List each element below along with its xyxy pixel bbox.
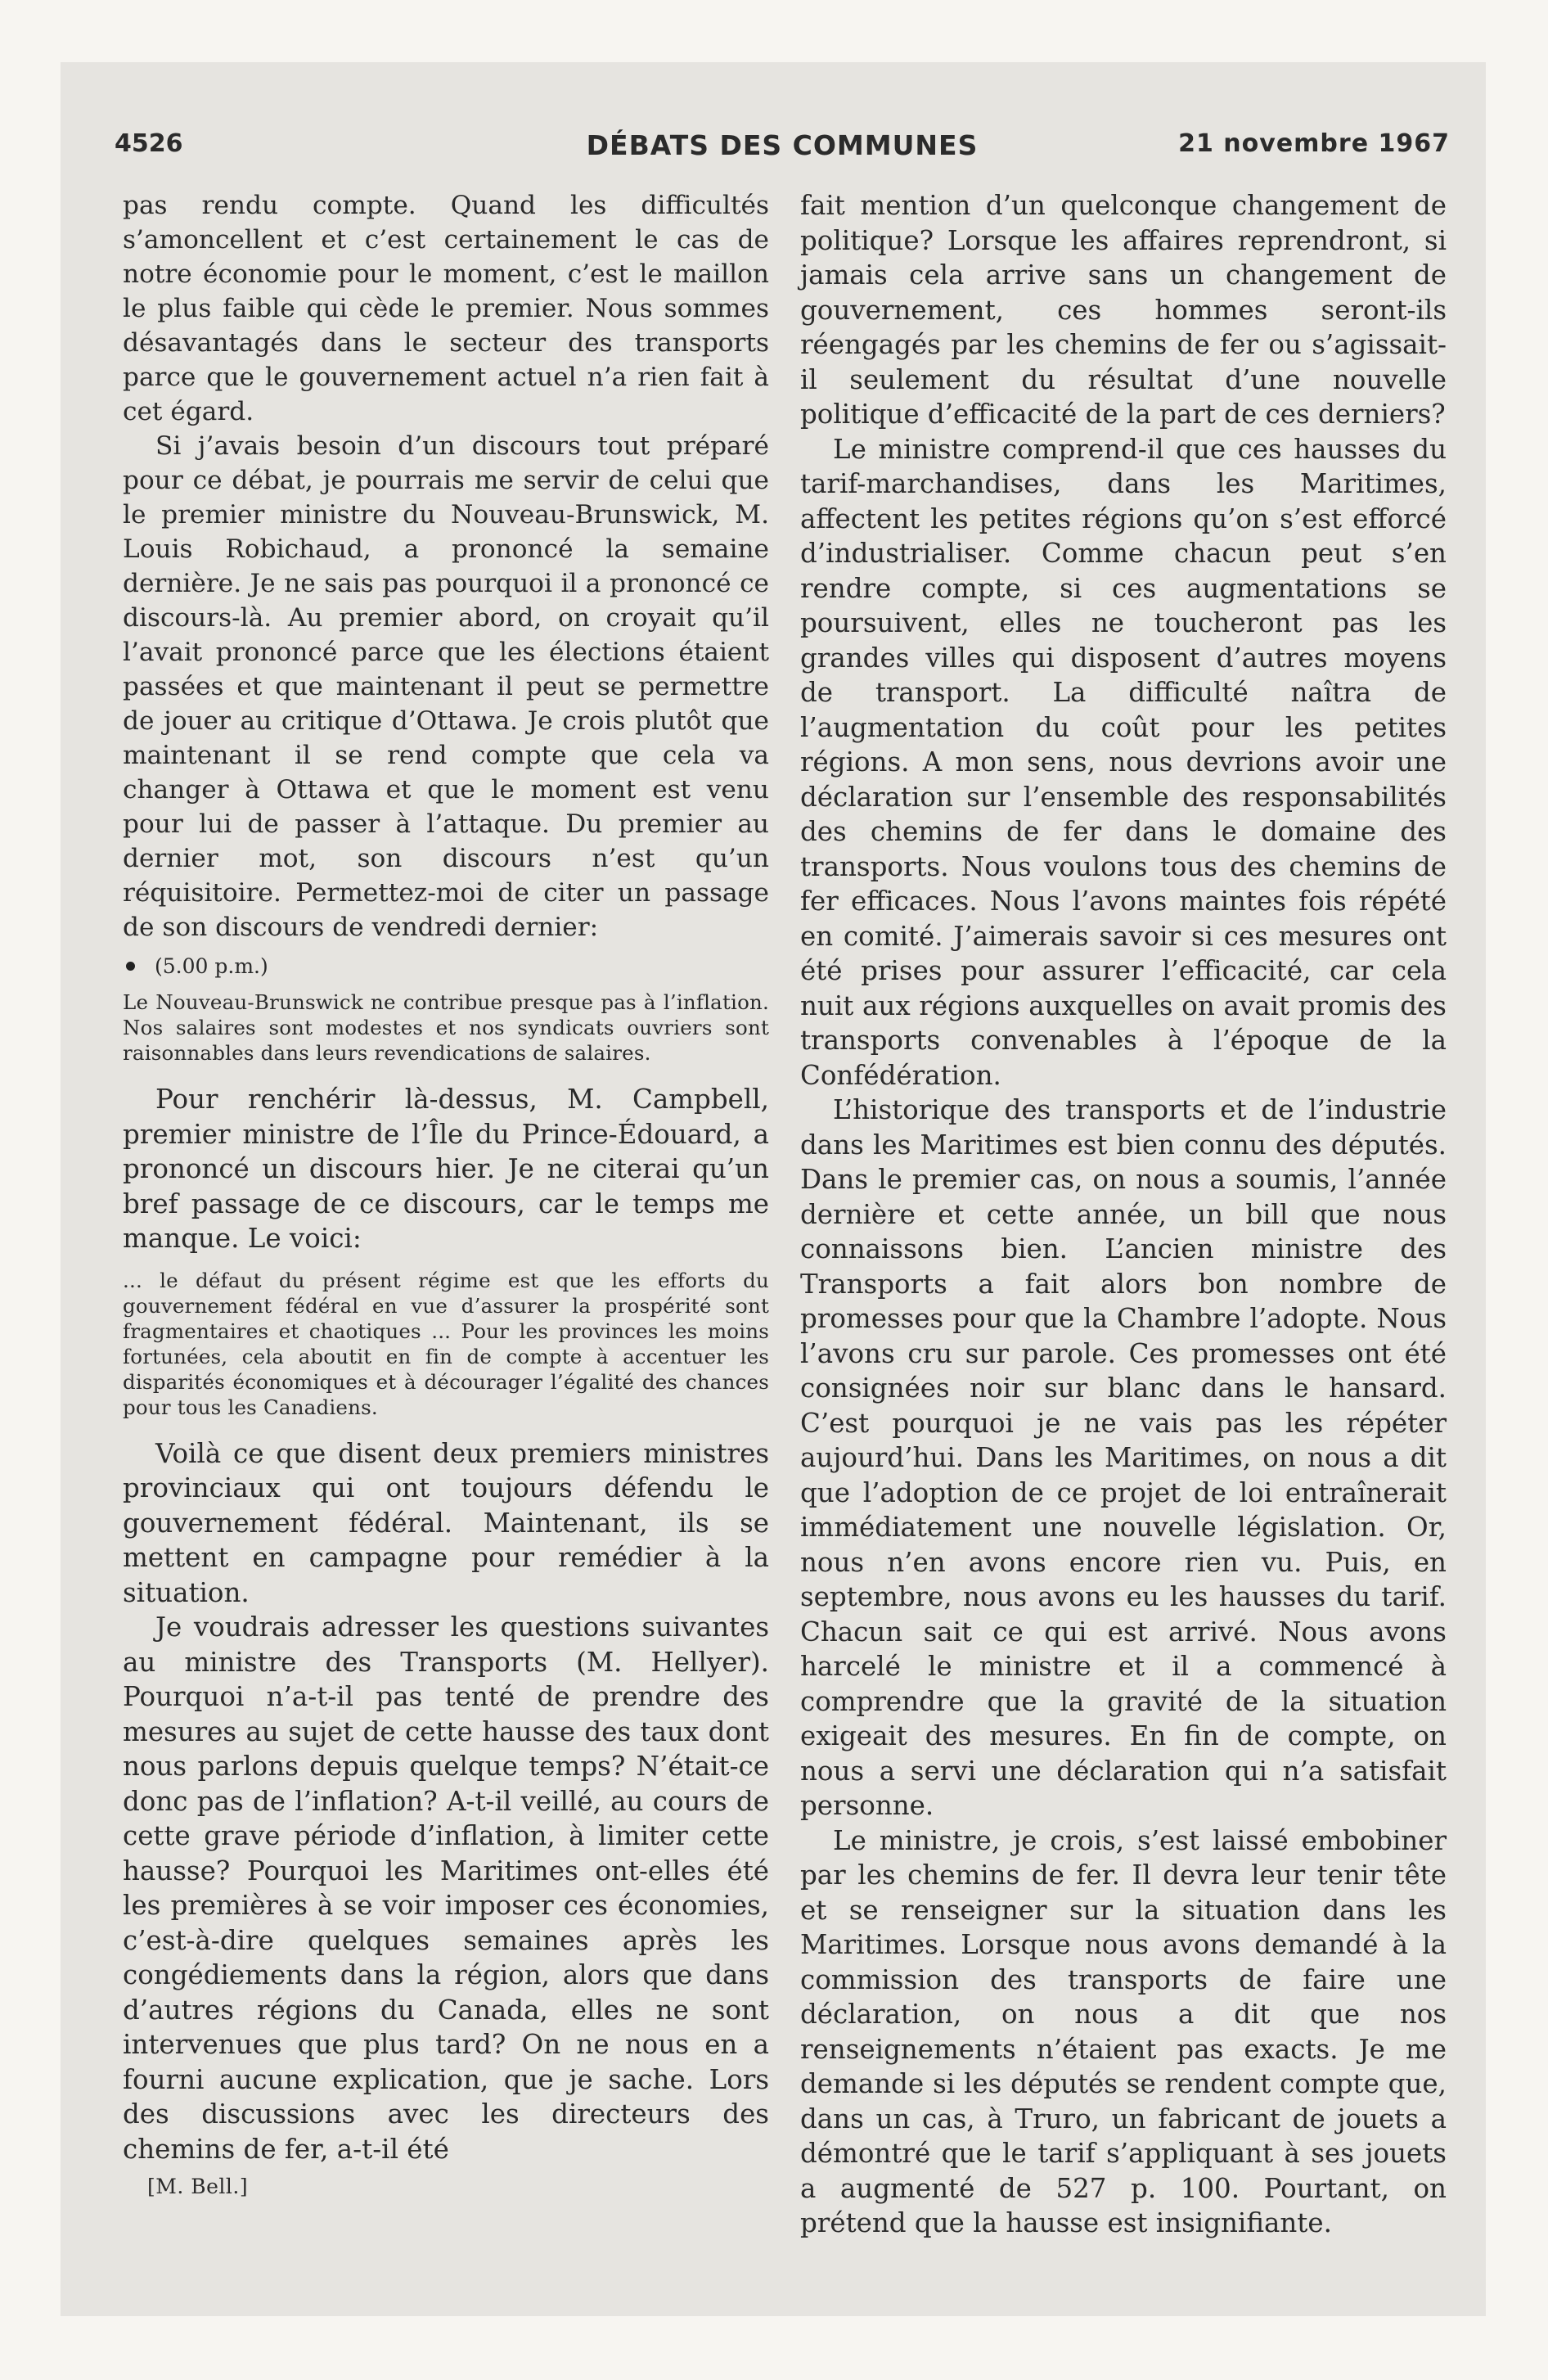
publication-title: DÉBATS DES COMMUNES (586, 129, 979, 161)
paragraph: Si j’avais besoin d’un discours tout préparé pour ce débat, je pourrais me servir de celui que le premier ministre du Nouveau-Brunswick, M. Louis Robichaud, a prononcé la semaine dernière. Je ne sais pas pourquoi il a prononcé ce discours-là. Au premier abord, on croyait qu’il l’avait prononcé parce que les élections étaient passées et que maintenant il peut se permettre de jouer au critique d’Ottawa. Je crois plutôt que maintenant il se rend compte que cela va changer à Ottawa et que le moment est venu pour lui de passer à l’attaque. Du premier au dernier mot, son discours n’est qu’un réquisitoire. Permettez-moi de citer un passage de son discours de vendredi dernier: (123, 431, 769, 942)
paragraph: Pour renchérir là-dessus, M. Campbell, premier ministre de l’Île du Prince-Édouard, a prononcé un discours hier. Je ne citerai qu’un bref passage de ce discours, car le temps me manque. Le voici: (123, 1084, 769, 1254)
block-quote: Le Nouveau-Brunswick ne contribue presque pas à l’inflation. Nos salaires sont modestes et nos syndicats ouvriers sont raisonnables dans leurs revendications de salaires. (123, 990, 769, 1065)
page-header (115, 123, 1450, 172)
speaker-tag: [M. Bell.] (147, 2175, 249, 2198)
paragraph: fait mention d’un quelconque changement de politique? Lorsque les affaires reprendront, si jamais cela arrive sans un changement de gouvernement, ces hommes seront-ils réengagés par les chemins de fer ou s’agissait-il seulement du résultat d’une nouvelle politique d’efficacité de la part de ces derniers? (800, 190, 1447, 430)
paragraph: Voilà ce que disent deux premiers ministres provinciaux qui ont toujours défendu le gouvernement fédéral. Maintenant, ils se mettent en campagne pour remédier à la situation. (123, 1437, 769, 1608)
block-quote: ... le défaut du présent régime est que les efforts du gouvernement fédéral en vue d’assurer la prospérité sont fragmentaires et chaotiques ... Pour les provinces les moins fortunées, cela aboutit en fin de compte à accentuer les disparités économiques et à décourager l’égalité des chances pour tous les Canadiens. (123, 1268, 769, 1419)
right-column (800, 188, 1447, 2241)
time-marker (123, 954, 769, 978)
time-stamp: (5.00 p.m.) (155, 954, 268, 978)
left-column (123, 188, 769, 2198)
page-number: 4526 (115, 129, 183, 158)
paragraph: Je voudrais adresser les questions suivantes au ministre des Transports (M. Hellyer). Pourquoi n’a-t-il pas tenté de prendre des mesures au sujet de cette hausse des taux dont nous parlons depuis quelque temps? N’était-ce donc pas de l’inflation? A-t-il veillé, au cours de cette grave période d’inflation, à limiter cette hausse? Pourquoi les Maritimes ont-elles été les premières à se voir imposer ces économies, c’est-à-dire quelques semaines après les congédiements dans la région, alors que dans d’autres régions du Canada, elles ne sont intervenues que plus tard? On ne nous en a fourni aucune explication, que je sache. Lors des discussions avec les directeurs des chemins de fer, a-t-il été (123, 1611, 769, 2165)
paragraph: pas rendu compte. Quand les difficultés s’amoncellent et c’est certainement le cas de notre économie pour le moment, c’est le maillon le plus faible qui cède le premier. Nous sommes désavantagés dans le secteur des transports parce que le gouvernement actuel n’a rien fait à cet égard. (123, 191, 769, 426)
issue-date: 21 novembre 1967 (1178, 129, 1450, 158)
paragraph: L’historique des transports et de l’industrie dans les Maritimes est bien connu des députés. Dans le premier cas, on nous a soumis, l’année dernière et cette année, un bill que nous connaissons bien. L’ancien ministre des Transports a fait alors bon nombre de promesses pour que la Chambre l’adopte. Nous l’avons cru sur parole. Ces promesses ont été consignées noir sur blanc dans le hansard. C’est pourquoi je ne vais pas les répéter aujourd’hui. Dans les Maritimes, on nous a dit que l’adoption de ce projet de loi entraînerait immédiatement une nouvelle législation. Or, nous n’en avons encore rien vu. Puis, en septembre, nous avons eu les hausses du tarif. Chacun sait ce qui est arrivé. Nous avons harcelé le ministre et il a commencé à comprendre que la gravité de la situation exigeait des mesures. En fin de compte, on nous a servi une déclaration qui n’a satisfait personne. (800, 1094, 1447, 1821)
paragraph: Le ministre comprend-il que ces hausses du tarif-marchandises, dans les Maritimes, affectent les petites régions qu’on s’est efforcé d’industrialiser. Comme chacun peut s’en rendre compte, si ces augmentations se poursuivent, elles ne toucheront pas les grandes villes qui disposent d’autres moyens de transport. La difficulté naîtra de l’augmentation du coût pour les petites régions. A mon sens, nous devrions avoir une déclaration sur l’ensemble des responsabilités des chemins de fer dans le domaine des transports. Nous voulons tous des chemins de fer efficaces. Nous l’avons maintes fois répété en comité. J’aimerais savoir si ces mesures ont été prises pour assurer l’efficacité, car cela nuit aux régions auxquelles on avait promis des transports convenables à l’époque de la Confédération. (800, 433, 1447, 1091)
paragraph: Le ministre, je crois, s’est laissé embobiner par les chemins de fer. Il devra leur tenir tête et se renseigner sur la situation dans les Maritimes. Lorsque nous avons demandé à la commission des transports de faire une déclaration, on nous a dit que nos renseignements n’étaient pas exacts. Je me demande si les députés se rendent compte que, dans un cas, à Truro, un fabricant de jouets a démontré que le tarif s’appliquant à ses jouets a augmenté de 527 p. 100. Pourtant, on prétend que la hausse est insignifiante. (800, 1824, 1447, 2238)
bullet-icon (126, 962, 135, 971)
